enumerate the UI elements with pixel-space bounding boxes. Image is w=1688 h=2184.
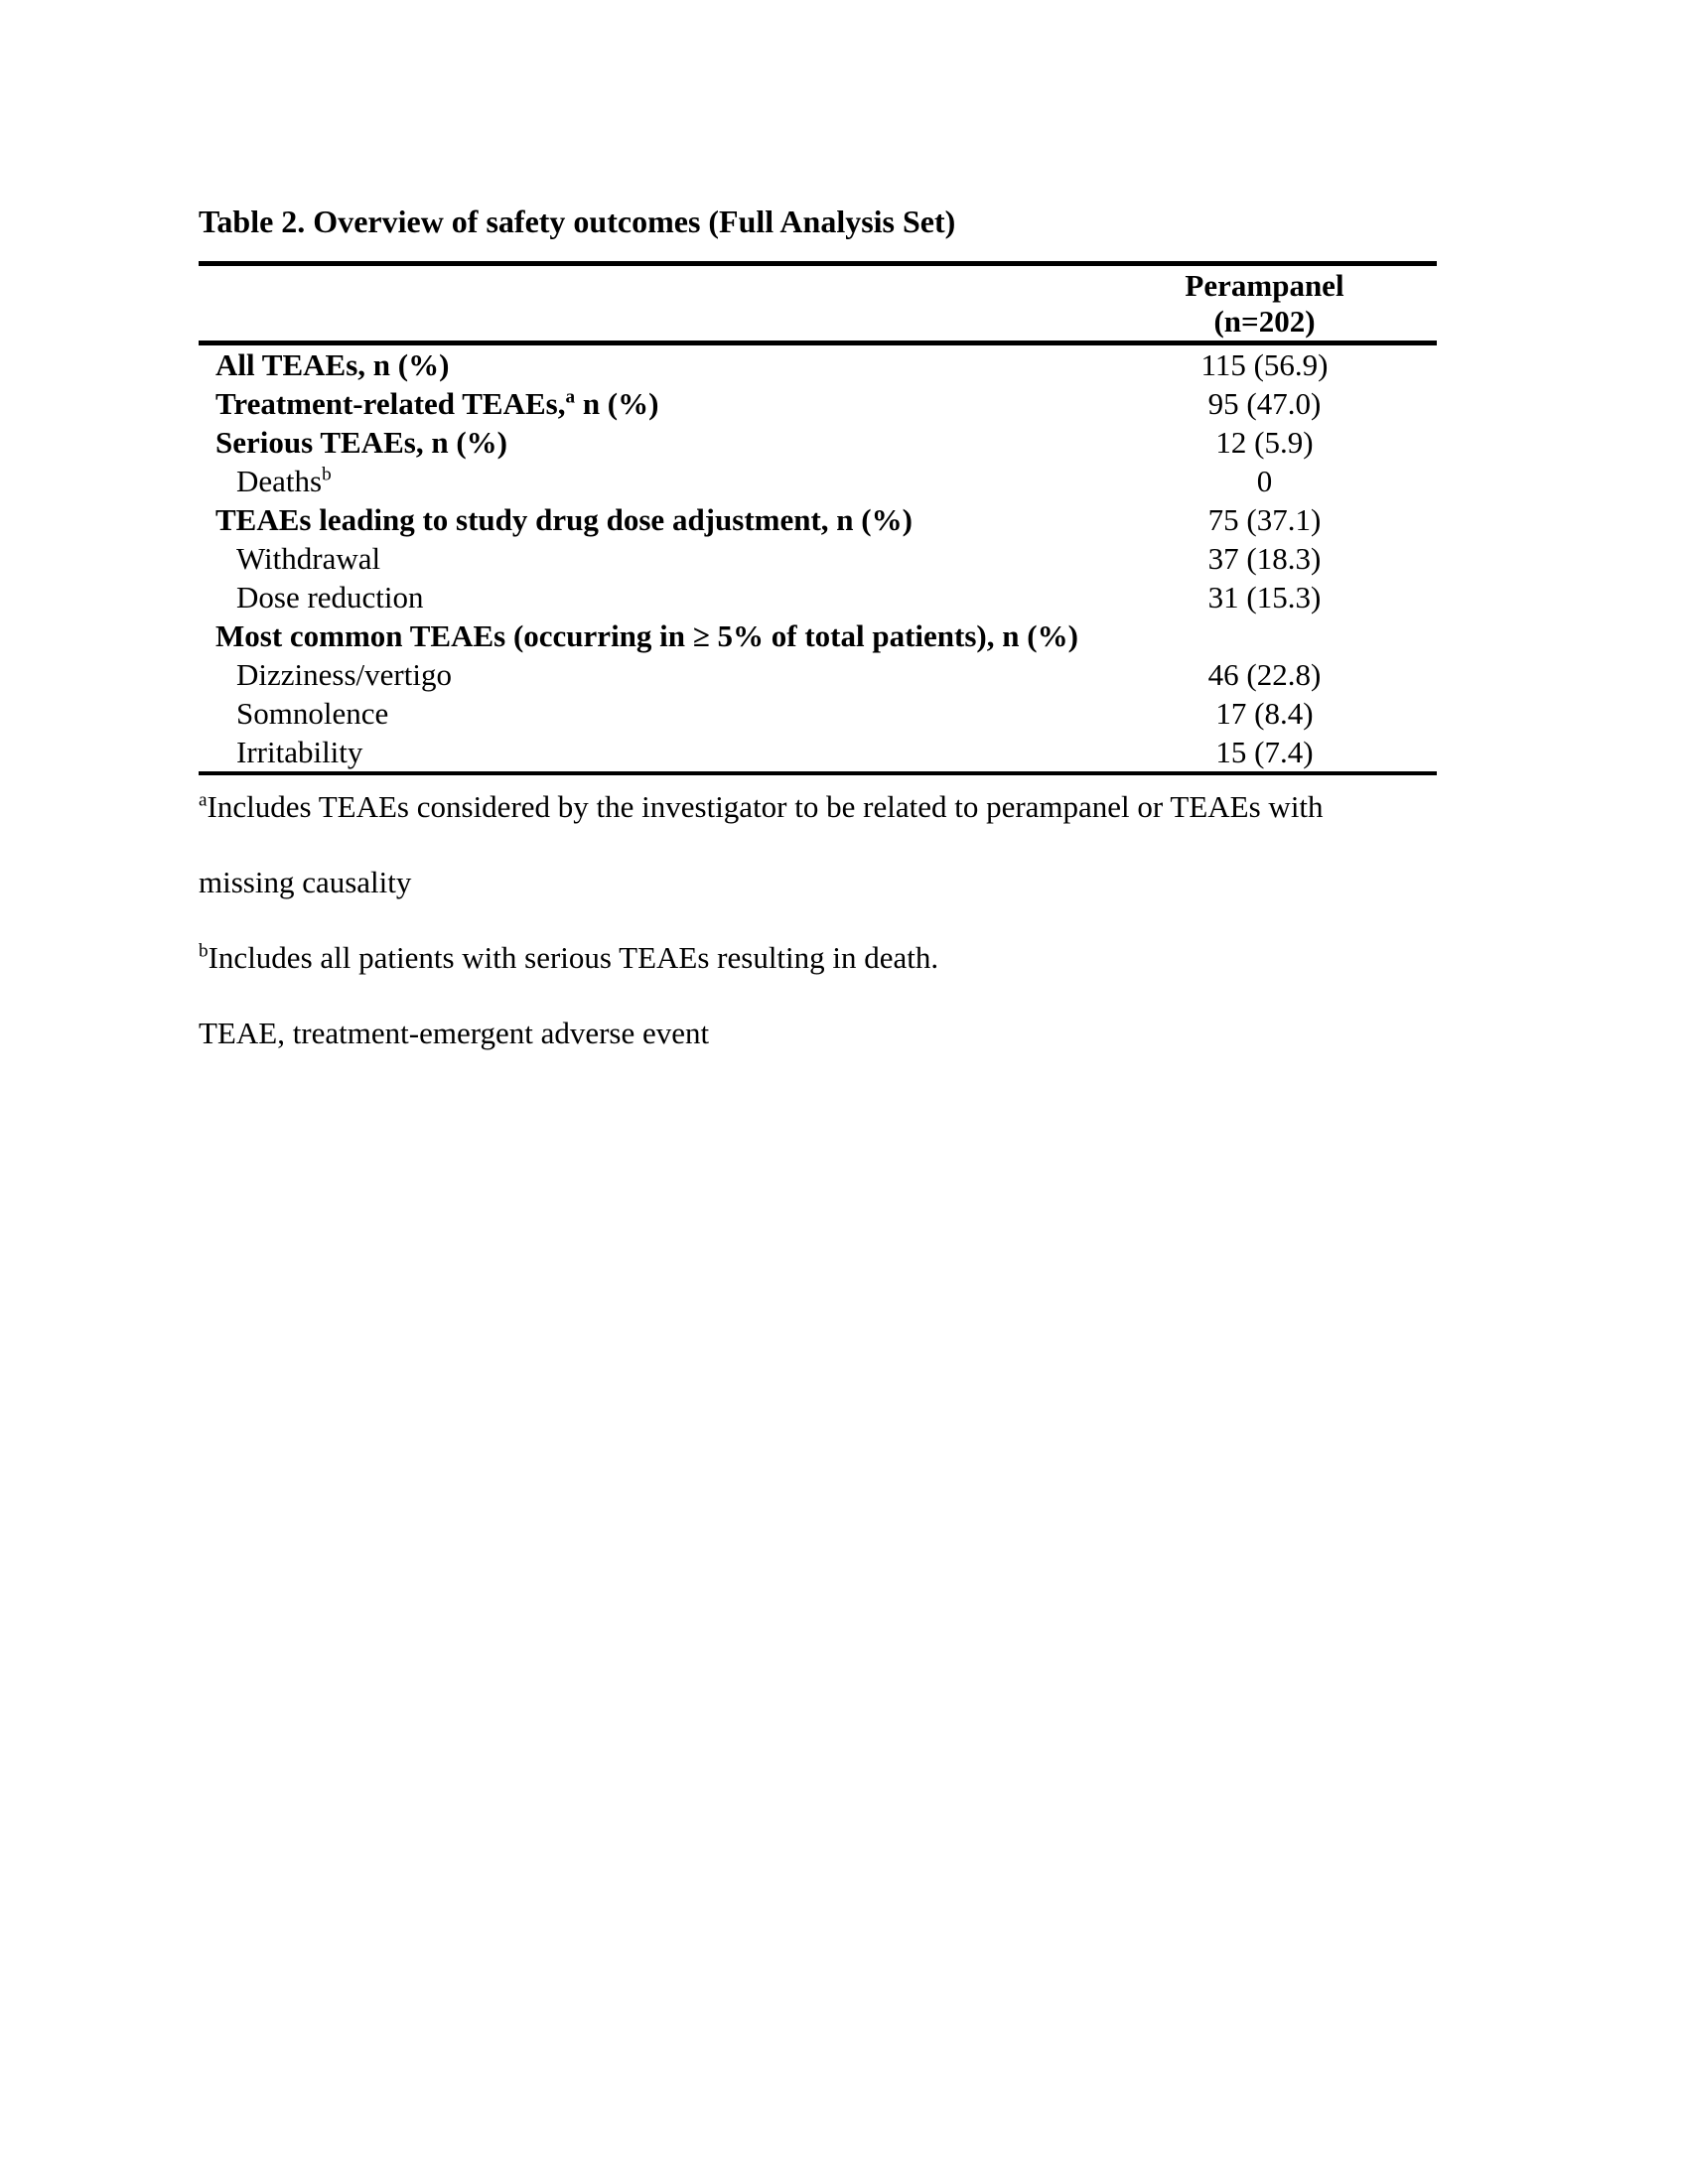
table-row [199, 500, 1437, 539]
row-value: 46 (22.8) [1207, 656, 1322, 692]
footnote-b: $^b$Includes all patients with serious TEAEs resulting in death. [199, 940, 939, 975]
table-row [199, 694, 1437, 733]
footnote-a-line1: $^a$Includes TEAEs considered by the investigator to be related to perampanel or TEAEs with [199, 789, 1324, 824]
table-row [199, 384, 1437, 423]
table-row [199, 462, 1437, 500]
abbreviation-note: TEAE, treatment-emergent adverse event [199, 1016, 710, 1050]
row-value: 15 (7.4) [1215, 734, 1314, 769]
table-row [199, 345, 1437, 384]
row-label: Most common TEAEs (occurring in ≥ 5% of total patients), n (%) [215, 617, 1078, 653]
footnote-a-line2: missing causality [199, 865, 412, 899]
row-label: Dizziness/vertigo [236, 656, 452, 692]
safety-outcomes-table [199, 261, 1437, 775]
footnote-b-marker: b [199, 940, 209, 962]
footnote-marker-a: a [565, 386, 576, 408]
table-title: Table 2. Overview of safety outcomes (Full Analysis Set) [199, 204, 956, 239]
row-label: Deaths$^b$ [236, 463, 332, 498]
footnote-marker-b: b [322, 464, 332, 485]
footnotes [199, 787, 1437, 1053]
header-empty-cell [199, 266, 1092, 341]
row-label: Irritability [236, 734, 363, 769]
row-value: 115 (56.9) [1200, 346, 1329, 382]
row-value: 17 (8.4) [1215, 695, 1314, 731]
row-label: TEAEs leading to study drug dose adjustment, n (%) [215, 501, 913, 537]
table-row [199, 423, 1437, 462]
row-label: Treatment-related TEAEs,$^a$ n (%) [215, 385, 659, 421]
header-group-name: Perampanel [1185, 268, 1344, 303]
row-label: Somnolence [236, 695, 389, 731]
table-header-row [199, 261, 1437, 345]
table-row [199, 733, 1437, 771]
row-label: Withdrawal [236, 540, 381, 576]
row-value: 12 (5.9) [1215, 424, 1314, 460]
table-row [199, 539, 1437, 578]
footnote-a-marker: a [199, 789, 208, 811]
row-label: Dose reduction [236, 579, 424, 614]
table-row [199, 616, 1437, 655]
table-body [199, 345, 1437, 775]
row-value: 0 [1256, 463, 1273, 498]
table-row [199, 578, 1437, 616]
table-row [199, 655, 1437, 694]
row-label: Serious TEAEs, n (%) [215, 424, 507, 460]
row-value: 31 (15.3) [1207, 579, 1322, 614]
row-value: 75 (37.1) [1207, 501, 1322, 537]
row-label: All TEAEs, n (%) [215, 346, 450, 382]
row-value: 95 (47.0) [1207, 385, 1322, 421]
header-perampanel-cell [1092, 266, 1437, 341]
header-group-n: (n=202) [1213, 304, 1316, 339]
row-value: 37 (18.3) [1207, 540, 1322, 576]
page-content [199, 202, 1437, 1089]
